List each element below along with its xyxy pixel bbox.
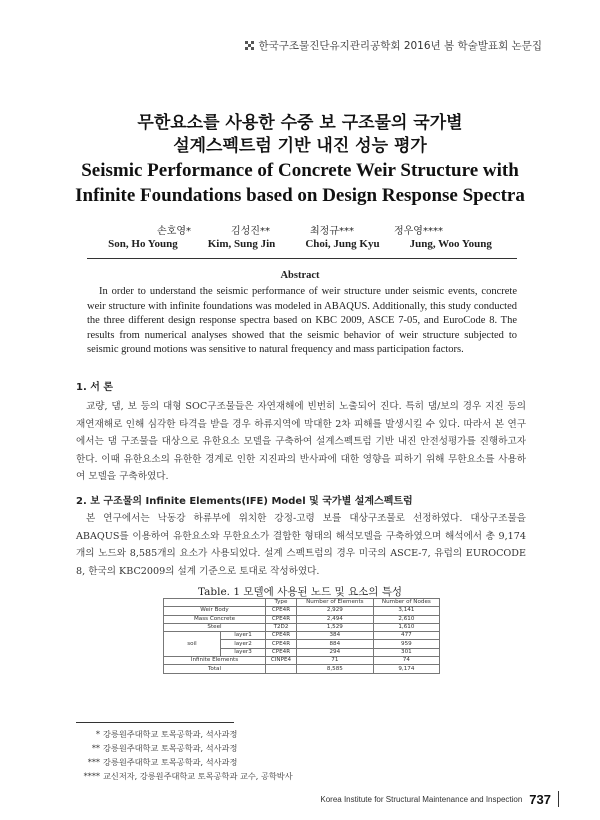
footnote-mark: *** xyxy=(87,757,100,767)
row-elements: 884 xyxy=(296,640,373,648)
footnote-rule xyxy=(76,722,234,723)
row-nodes: 301 xyxy=(373,648,439,656)
footnote-mark: ** xyxy=(91,743,100,753)
row-elements: 8,585 xyxy=(296,665,373,673)
row-elements: 71 xyxy=(296,657,373,665)
row-elements: 2,929 xyxy=(296,607,373,615)
footer-divider xyxy=(558,791,559,807)
section-2-text: 본 연구에서는 낙동강 하류부에 위치한 강정-고령 보를 대상구조물로 선정하였다. 대상구조물을 ABAQUS를 이용하여 유한요소와 무한요소가 결합한 형태의 해석모델을 구축하였으며 해석에서 총 9,174개의 노드와 8,585개의 요소가 사용되었다. 설계 스펙트럼의 경우 미국의 ASCE-7, 유럽의 EUROCODE 8, 한국의 KBC2009의 설계 기준으로 토대로 작성하였다. xyxy=(76,513,526,577)
authors-english xyxy=(0,238,600,250)
row-type: CPE4R xyxy=(266,640,297,648)
row-label: Weir Body xyxy=(164,607,266,615)
table-header-row xyxy=(164,599,440,607)
row-type xyxy=(266,665,297,673)
title-english-line1: Seismic Performance of Concrete Weir Structure with xyxy=(81,160,519,181)
page-number: 737 xyxy=(529,791,551,807)
soil-group-label: soil xyxy=(164,632,221,657)
row-elements: 1,529 xyxy=(296,623,373,631)
row-nodes: 477 xyxy=(373,632,439,640)
abstract-heading: Abstract xyxy=(280,270,320,281)
row-label: Mass Concrete xyxy=(164,615,266,623)
table-row xyxy=(164,632,440,640)
row-type: CINPE4 xyxy=(266,657,297,665)
table-row xyxy=(164,607,440,615)
abstract-text: In order to understand the seismic performance of weir structure under seismic events, concrete weir structure with infinite foundations was modeled in ABAQUS. Additionally, this study conducted the three different design response spectra based on KBC 2009, ASCE 7-05, and EuroCode 8. The results from numerical analyses showed that the seismic behavior of weir structure subjected to seismic ground motions was sensitive to natural frequency and mass participation factors. xyxy=(87,286,517,355)
row-type: CPE4R xyxy=(266,632,297,640)
footnote-mark: **** xyxy=(83,771,100,781)
section-2-heading: 2. 보 구조물의 Infinite Elements(IFE) Model 및 국가별 설계스펙트럼 xyxy=(76,496,413,507)
table-row xyxy=(164,623,440,631)
author-korean-4: 정우영**** xyxy=(393,226,443,237)
section-1-text: 교량, 댐, 보 등의 대형 SOC구조물들은 자연재해에 빈번히 노출되어 진다. 특히 댐/보의 경우 지진 등의 재연재해로 인해 심각한 타격을 받을 경우 하류지역에 막대한 2차 피해를 발생시킬 수 있다. 따라서 본 연구에서는 댐 구조물을 대상으로 유한요소 모델을 구축하여 설계스펙트럼 기반 내진 안전성평가를 진행하고자 한다. 이때 유한요소의 유한한 경계로 인한 지진파의 반사파에 대한 영향을 피하기 위해 무한요소를 사용하여 모델을 구축하였다. xyxy=(76,401,526,482)
footnote xyxy=(78,755,293,769)
footnote-text: 강릉원주대학교 토목공학과, 석사과정 xyxy=(103,757,238,767)
footnote xyxy=(78,741,293,755)
table-total-row xyxy=(164,665,440,673)
section-1-heading: 1. 서 론 xyxy=(76,382,114,393)
page-footer xyxy=(320,791,559,807)
author-english-3: Choi, Jung Kyu xyxy=(305,238,380,250)
journal-name: 한국구조물진단유지관리공학회 2016년 봄 학술발표회 논문집 xyxy=(258,40,542,52)
row-nodes: 2,610 xyxy=(373,615,439,623)
row-type: CPE4R xyxy=(266,648,297,656)
row-label: Infinite Elements xyxy=(164,657,266,665)
row-elements: 294 xyxy=(296,648,373,656)
row-elements: 384 xyxy=(296,632,373,640)
row-elements: 2,494 xyxy=(296,615,373,623)
author-english-2: Kim, Sung Jin xyxy=(207,238,276,250)
title-korean-line2: 설계스펙트럼 기반 내진 성능 평가 xyxy=(173,136,427,156)
author-korean-1: 손호영* xyxy=(157,226,192,237)
row-nodes: 74 xyxy=(373,657,439,665)
authors-korean xyxy=(0,222,600,237)
author-english-1: Son, Ho Young xyxy=(108,238,178,250)
table-row xyxy=(164,615,440,623)
row-type: CPE4R xyxy=(266,615,297,623)
title-korean-line1: 무한요소를 사용한 수중 보 구조물의 국가별 xyxy=(137,113,463,133)
elements-table xyxy=(163,598,440,674)
footnote-text: 강릉원주대학교 토목공학과, 석사과정 xyxy=(103,729,238,739)
footnote-text: 교신저자, 강릉원주대학교 토목공학과 교수, 공학박사 xyxy=(103,771,293,781)
author-korean-3: 최정규*** xyxy=(310,226,354,237)
footnotes xyxy=(78,727,293,783)
table-header-blank xyxy=(164,599,266,607)
header-rule xyxy=(87,258,517,259)
row-label: layer3 xyxy=(221,648,266,656)
footnote-text: 강릉원주대학교 토목공학과, 석사과정 xyxy=(103,743,238,753)
row-label: layer2 xyxy=(221,640,266,648)
row-nodes: 3,141 xyxy=(373,607,439,615)
row-label: Total xyxy=(164,665,266,673)
author-english-4: Jung, Woo Young xyxy=(409,238,492,250)
table-header-elements: Number of Elements xyxy=(296,599,373,607)
author-korean-2: 김성진** xyxy=(231,226,270,237)
running-header xyxy=(245,38,542,53)
row-label: Steel xyxy=(164,623,266,631)
footnote-mark: * xyxy=(95,729,100,739)
journal-mark-icon xyxy=(245,41,254,50)
table-row xyxy=(164,657,440,665)
table-header-type: Type xyxy=(266,599,297,607)
row-type: T2D2 xyxy=(266,623,297,631)
row-label: layer1 xyxy=(221,632,266,640)
row-type: CPE4R xyxy=(266,607,297,615)
footer-organization: Korea Institute for Structural Maintenance and Inspection xyxy=(320,794,523,804)
footnote xyxy=(78,727,293,741)
title-english-line2: Infinite Foundations based on Design Response Spectra xyxy=(75,185,525,206)
table-caption: Table. 1 모델에 사용된 노드 및 요소의 특성 xyxy=(197,586,403,598)
row-nodes: 1,610 xyxy=(373,623,439,631)
table-header-nodes: Number of Nodes xyxy=(373,599,439,607)
footnote xyxy=(78,769,293,783)
row-nodes: 959 xyxy=(373,640,439,648)
row-nodes: 9,174 xyxy=(373,665,439,673)
